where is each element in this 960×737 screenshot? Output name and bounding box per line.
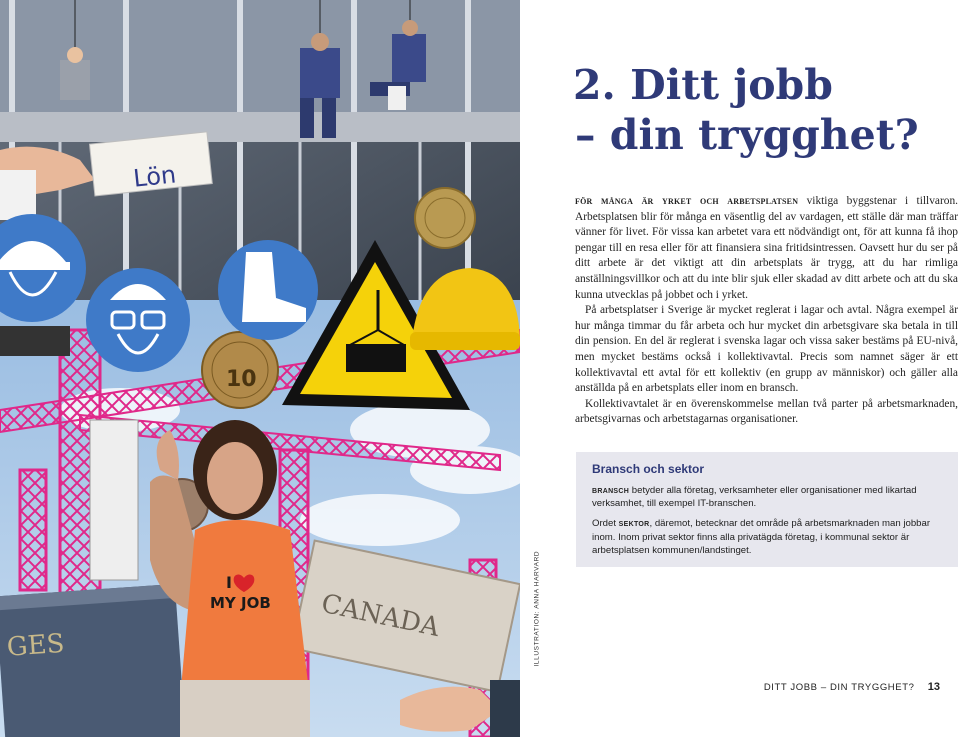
tshirt-text-line2: MY JOB <box>210 594 271 612</box>
fact-box-paragraph-1-text: betyder alla företag, verksamheter eller organisationer med likartad verksamhet, till exempel IT-branschen. <box>592 485 917 510</box>
body-text <box>575 194 958 428</box>
fact-box-paragraph-2 <box>592 517 942 557</box>
tshirt-text-line1: I <box>226 573 232 592</box>
paragraph-1-lead-in: för många är yrket och arbetsplatsen <box>575 195 799 207</box>
term-bransch: bransch <box>592 485 630 496</box>
banknote-text: CANADA <box>318 588 443 643</box>
page-number: 13 <box>927 681 940 693</box>
fact-box-paragraph-2-pre: Ordet <box>592 518 619 530</box>
safety-boot-icon <box>218 240 318 340</box>
book-cover-text: GES <box>5 628 66 663</box>
paragraph-2: På arbetsplatser i Sverige är mycket reglerat i lagar och avtal. Några exempel är hur många timmar du får arbeta och hur mycket din arbetsgivare ska betala in till din pension. En del är reglerat i svenska lagar och vissa saker bestäms på EU-nivå, men mycket bestäms också i kollektivavtal. Precis som namnet säger är ett kollektivavtal ett avtal för ett kollektiv (en grupp av människor) och gäller alla anställda på en arbetsplats eller inom en bransch. <box>575 304 958 395</box>
paragraph-1 <box>575 194 958 303</box>
fact-box-paragraph-2-text: , däremot, betecknar det område på arbetsmarknaden man jobbar inom. Inom privat sektor finns alla privatägda företag, i kommunal sektor är arbetsplatsen kommunen/landstinget. <box>592 518 931 556</box>
coin-large <box>415 188 475 248</box>
term-sektor: sektor <box>618 518 650 530</box>
page-footer <box>764 681 940 693</box>
fact-box <box>576 452 958 567</box>
coin-value-text: 10 <box>226 367 257 392</box>
fact-box-paragraph-1 <box>592 484 942 510</box>
chapter-title <box>573 60 943 160</box>
illustration-credit-text: ILLUSTRATION: ANNA HARVARD <box>533 550 541 667</box>
chapter-title-line1: 2. Ditt jobb <box>573 61 833 109</box>
safety-glasses-icon <box>86 268 190 372</box>
paragraph-3: Kollektivavtalet är en överenskommelse mellan två parter på arbetsmarknaden, arbetsgivarnas och arbetstagarnas organisationer. <box>575 397 958 426</box>
running-head: DITT JOBB – DIN TRYGGHET? <box>763 682 915 693</box>
chapter-title-line2: – din trygghet? <box>575 111 919 159</box>
salary-sign-text: Lön <box>131 160 178 193</box>
illustration-credit <box>522 550 544 670</box>
fact-box-title: Bransch och sektor <box>592 462 705 476</box>
paragraph-1-text: viktiga byggstenar i tillvaron. Arbetsplatsen blir för många en väsentlig del av vardagen, ett ställe där man träffar vänner för livet. För vissa kan arbetet vara ett nödvändigt ont, för att kunna få ihop pengar till en resa eller för att finansiera sina fritidsintressen. Oavsett hur du ser på ditt arbete är det viktigt att din arbetsplats är trygg, att du har rimliga anställningsvillkor och att du inte blir sjuk eller skadad av ditt arbete och att du ska kunna utvecklas på jobbet och i yrket. <box>575 195 958 301</box>
